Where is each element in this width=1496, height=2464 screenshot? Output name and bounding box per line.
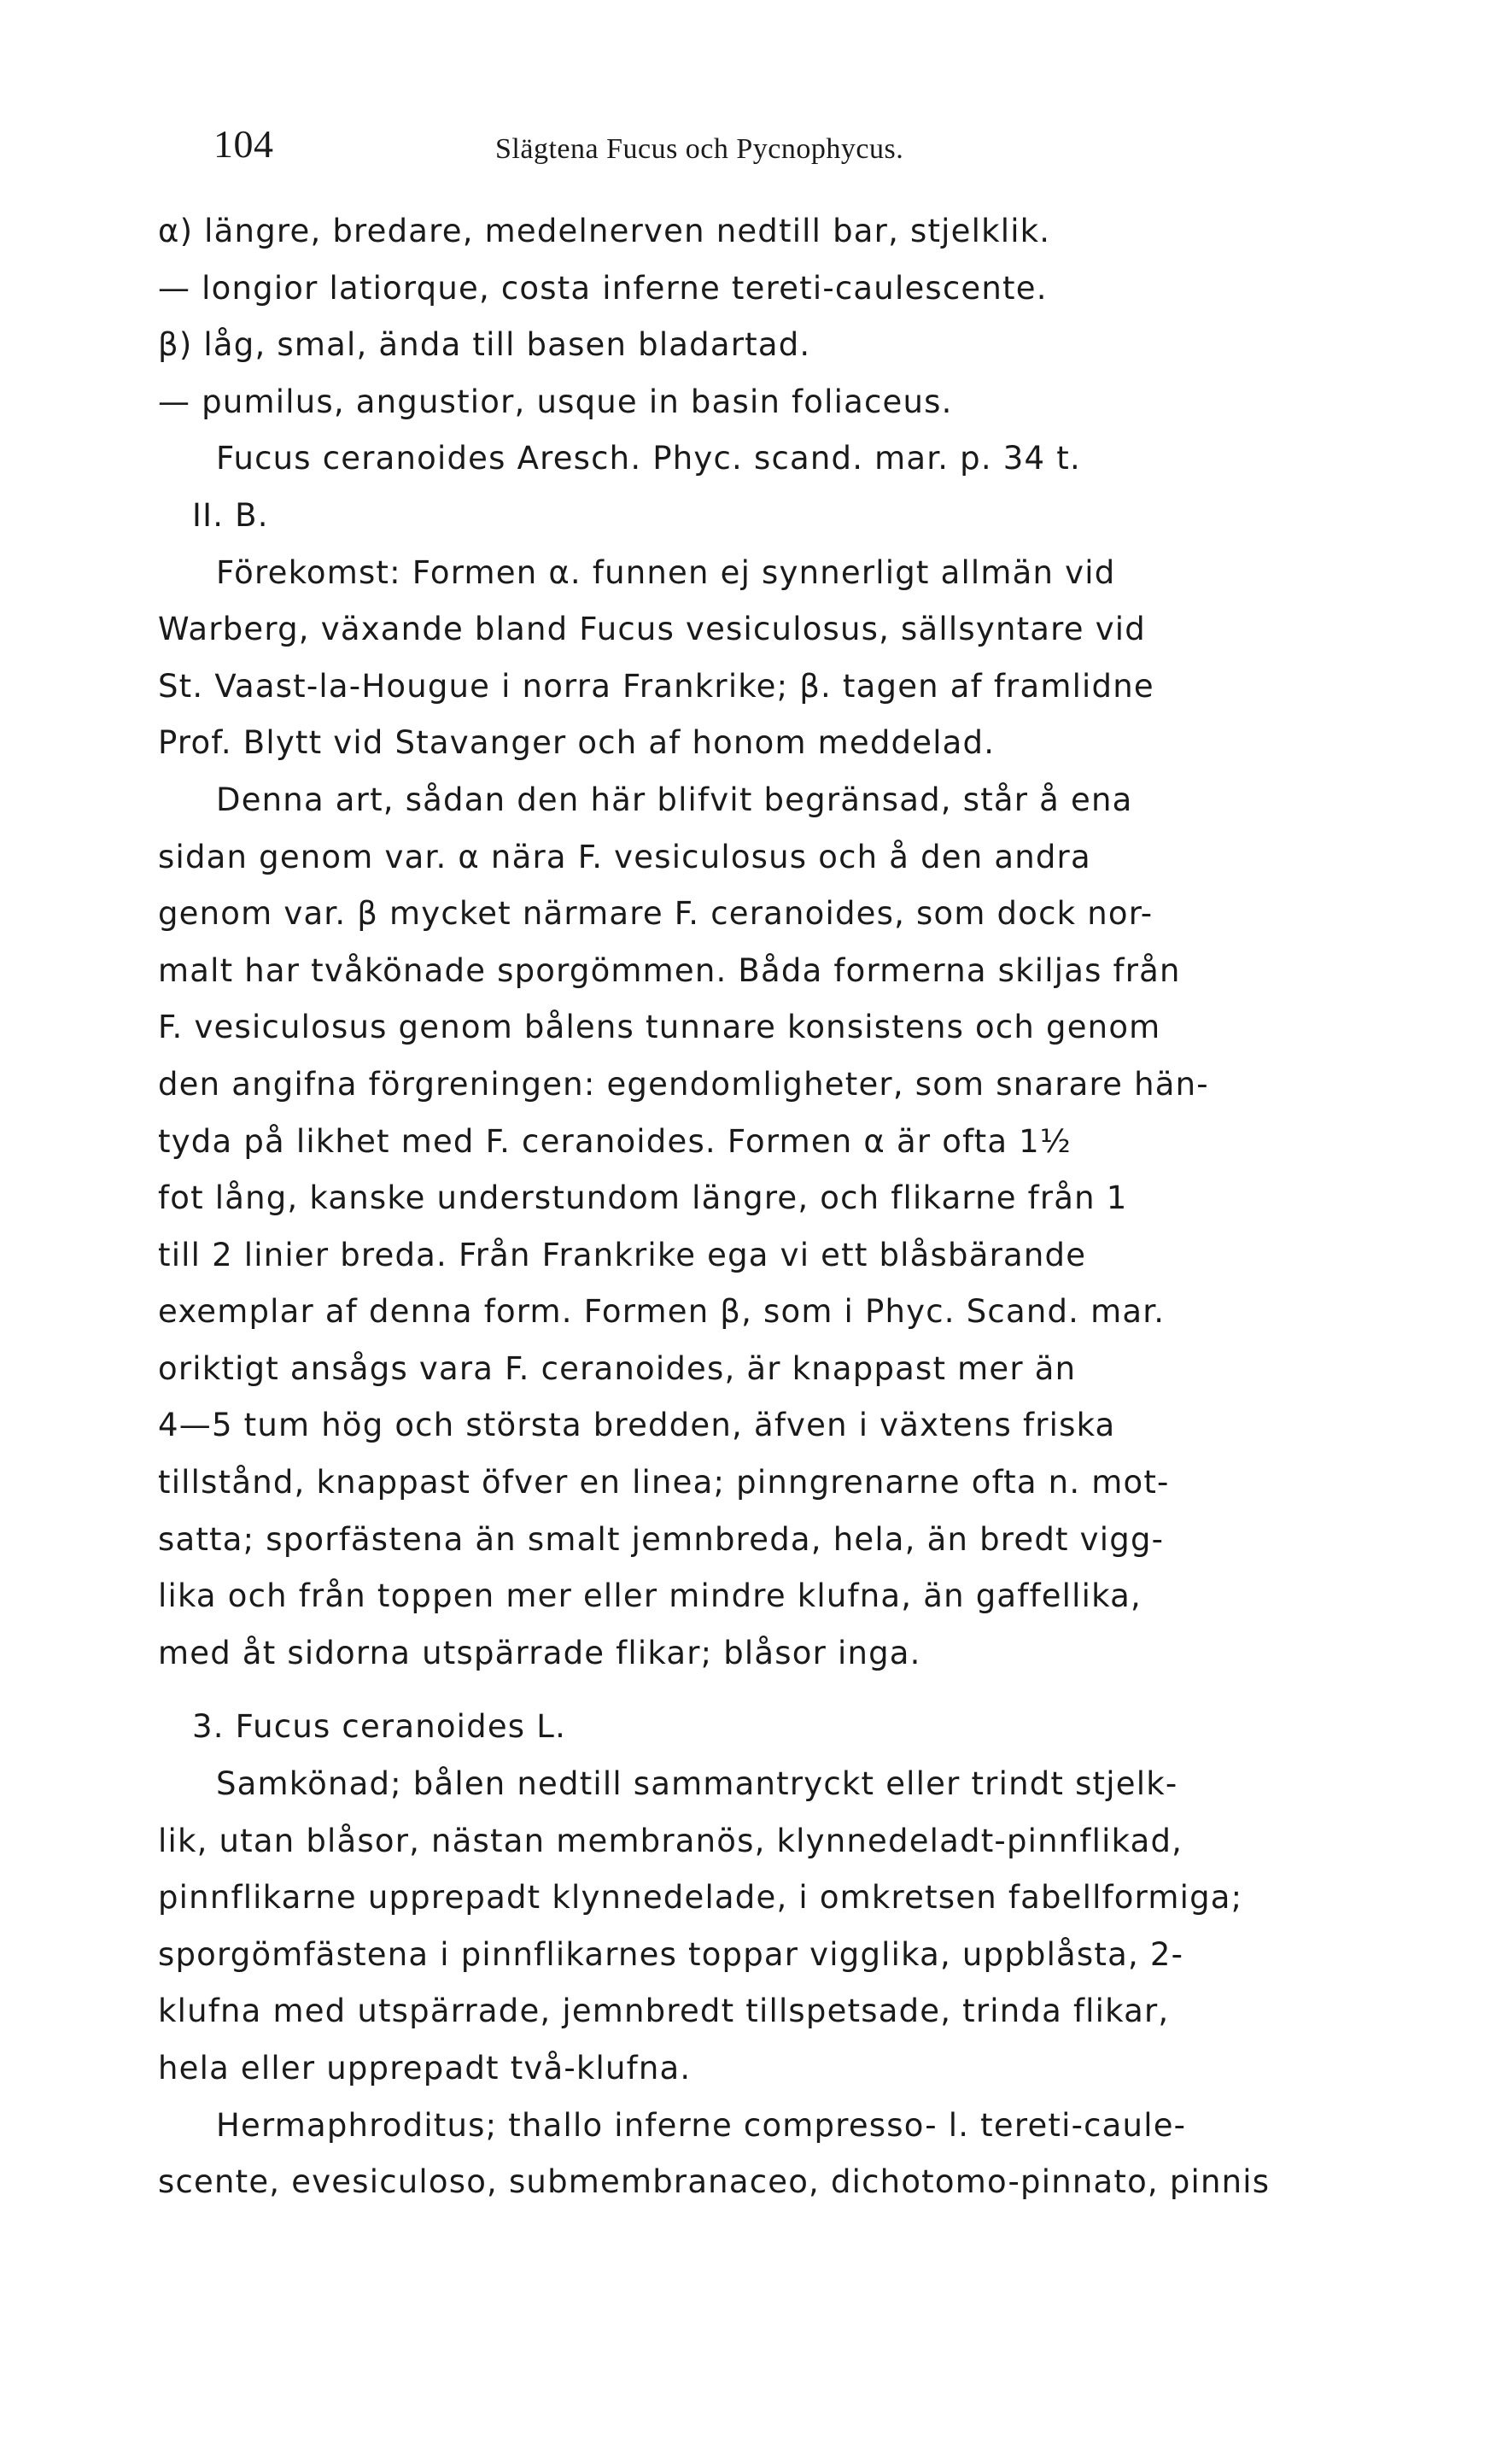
text-line: St. Vaast-la-Hougue i norra Frankrike; β. tagen af framlidne (158, 667, 1154, 705)
text-line: α) längre, bredare, medelnerven nedtill bar, stjelklik. (158, 213, 1051, 249)
text-line: — longior latiorque, costa inferne tereti-caulescente. (158, 269, 1048, 307)
text-line: II. B. (192, 496, 269, 534)
page-number: 104 (213, 122, 274, 166)
text-line: F. vesiculosus genom bålens tunnare konsistens och genom (158, 1009, 1161, 1046)
text-line: malt har tvåkönade sporgömmen. Båda formerna skiljas från (158, 951, 1181, 989)
text-line: lika och från toppen mer eller mindre klufna, än gaffellika, (158, 1577, 1142, 1615)
text-line: Denna art, sådan den här blifvit begränsad, står å ena (216, 781, 1133, 818)
text-line: oriktigt ansågs vara F. ceranoides, är knappast mer än (158, 1349, 1077, 1387)
text-line: hela eller upprepadt två-klufna. (158, 2050, 692, 2086)
text-line: 4—5 tum hög och största bredden, äfven i växtens friska (158, 1407, 1116, 1444)
text-line: scente, evesiculoso, submembranaceo, dichotomo-pinnato, pinnis (158, 2163, 1271, 2201)
text-line: den angifna förgreningen: egendomligheter, som snarare hän- (158, 1065, 1209, 1103)
text-line: Förekomst: Formen α. funnen ej synnerligt allmän vid (216, 553, 1116, 591)
running-head: Slägtena Fucus och Pycnophycus. (495, 133, 904, 165)
text-line: sidan genom var. α nära F. vesiculosus och å den andra (158, 838, 1091, 875)
text-line: tyda på likhet med F. ceranoides. Formen α är ofta 1½ (158, 1122, 1072, 1160)
text-line: Hermaphroditus; thallo inferne compresso- l. tereti-caule- (216, 2106, 1187, 2144)
body-text (158, 203, 1405, 2211)
text-line: pinnflikarne upprepadt klynnedelade, i omkretsen fabellformiga; (158, 1879, 1243, 1917)
text-line: Samkönad; bålen nedtill sammantryckt eller trindt stjelk- (216, 1765, 1178, 1803)
text-line: sporgömfästena i pinnflikarnes toppar vigglika, uppblåsta, 2- (158, 1935, 1184, 1973)
text-line: med åt sidorna utspärrade flikar; blåsor inga. (158, 1634, 921, 1671)
text-line: klufna med utspärrade, jemnbredt tillspetsade, trinda flikar, (158, 1993, 1170, 2030)
text-line: — pumilus, angustior, usque in basin foliaceus. (158, 383, 953, 420)
text-line: exemplar af denna form. Formen β, som i Phyc. Scand. mar. (158, 1293, 1166, 1331)
text-line: till 2 linier breda. Från Frankrike ega vi ett blåsbärande (158, 1236, 1087, 1273)
page-header (0, 121, 1496, 181)
text-line: Warberg, växande bland Fucus vesiculosus, sällsyntare vid (158, 611, 1146, 648)
text-line: satta; sporfästena än smalt jemnbreda, hela, än bredt vigg- (158, 1520, 1165, 1558)
text-line: β) låg, smal, ända till basen bladartad. (158, 326, 811, 364)
text-line: genom var. β mycket närmare F. ceranoides, som dock nor- (158, 895, 1154, 933)
text-line: fot lång, kanske understundom längre, och flikarne från 1 (158, 1179, 1128, 1217)
text-line: Fucus ceranoides Aresch. Phyc. scand. mar. p. 34 t. (216, 440, 1081, 477)
section-gap (158, 1682, 1405, 1699)
text-line: lik, utan blåsor, nästan membranös, klynnedeladt-pinnflikad, (158, 1822, 1183, 1859)
text-line: tillstånd, knappast öfver en linea; pinngrenarne ofta n. mot- (158, 1464, 1170, 1501)
text-line: Prof. Blytt vid Stavanger och af honom meddelad. (158, 724, 996, 762)
section-heading: 3. Fucus ceranoides L. (192, 1708, 567, 1746)
